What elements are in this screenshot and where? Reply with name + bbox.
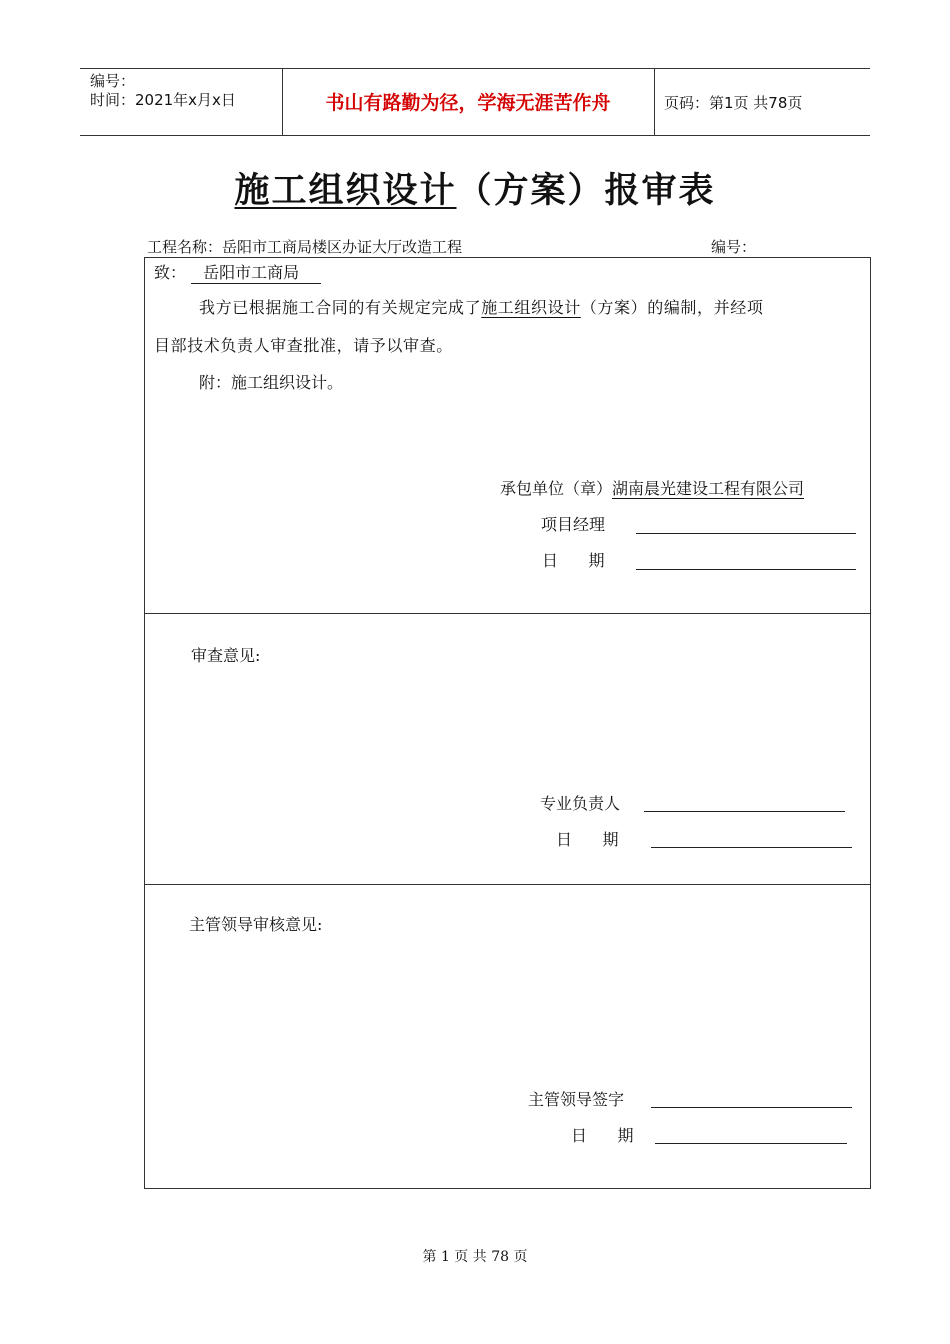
project-name-row xyxy=(147,236,462,258)
header-divider xyxy=(654,68,655,136)
request-paragraph-line1 xyxy=(199,297,763,319)
date-label: 日 期 xyxy=(556,830,619,849)
section-divider xyxy=(144,613,871,614)
title-underlined: 施工组织设计 xyxy=(234,170,457,211)
header-top-rule xyxy=(80,68,870,69)
request-paragraph-line2: 目部技术负责人审查批准，请予以审查。 xyxy=(154,336,453,355)
header-time-label: 时间：2021年x月x日 xyxy=(90,91,236,109)
date-label: 日 期 xyxy=(571,1126,634,1145)
project-name-label: 工程名称： xyxy=(147,238,223,256)
project-number-label: 编号： xyxy=(711,238,757,256)
review-heading: 审查意见: xyxy=(191,646,261,665)
to-value: 岳阳市工商局 xyxy=(191,263,321,284)
para-link: 施工组织设计 xyxy=(481,298,581,317)
contractor-label: 承包单位（章） xyxy=(500,479,613,498)
contractor-row xyxy=(500,478,804,500)
title-rest: （方案）报审表 xyxy=(456,170,716,211)
leader-signature-line xyxy=(651,1107,852,1108)
para-pre: 我方已根据施工合同的有关规定完成了 xyxy=(199,298,482,317)
header-bottom-rule xyxy=(80,135,870,136)
date-label: 日 期 xyxy=(542,551,605,570)
date-line xyxy=(655,1143,847,1144)
contractor-value: 湖南晨光建设工程有限公司 xyxy=(612,479,805,498)
header-number-label: 编号： xyxy=(90,72,136,90)
manager-signature-line xyxy=(636,533,856,534)
responsible-label: 专业负责人 xyxy=(540,794,621,813)
to-row xyxy=(154,262,321,284)
date-line xyxy=(636,569,856,570)
responsible-signature-line xyxy=(644,811,845,812)
sign-label: 主管领导签字 xyxy=(528,1090,625,1109)
para-post: （方案）的编制，并经项 xyxy=(580,298,764,317)
form-table xyxy=(144,257,871,1189)
page-title xyxy=(0,163,950,213)
project-name-value: 岳阳市工商局楼区办证大厅改造工程 xyxy=(222,238,463,256)
section-divider xyxy=(144,884,871,885)
manager-label: 项目经理 xyxy=(541,515,606,534)
header-page-label: 页码：第1页 共78页 xyxy=(664,94,803,112)
header-motto: 书山有路勤为径，学海无涯苦作舟 xyxy=(325,92,611,114)
date-line xyxy=(651,847,852,848)
attachment-note: 附：施工组织设计。 xyxy=(199,373,344,392)
to-label: 致： xyxy=(154,263,187,282)
page-footer: 第 1 页 共 78 页 xyxy=(422,1249,528,1265)
approval-heading: 主管领导审核意见: xyxy=(189,915,323,934)
